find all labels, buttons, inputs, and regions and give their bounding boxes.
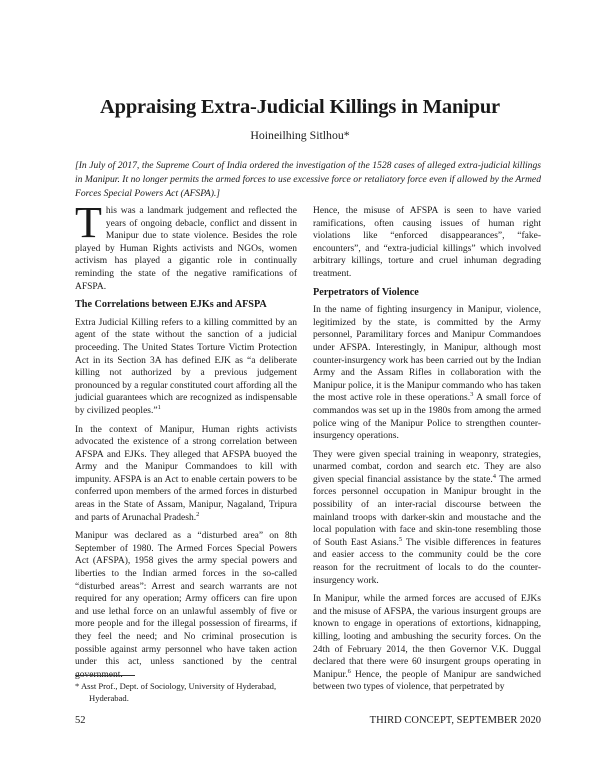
paragraph-text: Hence, the people of Manipur are sandwiched between two types of violence, that perpetrated by [313,669,541,693]
footnote-ref: 2 [196,510,200,518]
section-heading-correlations: The Correlations between EJKs and AFSPA [75,299,267,311]
journal-footer: THIRD CONCEPT, SEPTEMBER 2020 [369,715,541,726]
paragraph [313,205,541,281]
footnote-ref: 5 [398,535,403,543]
paragraph-text: In the name of fighting insurgency in Manipur, violence, legitimized by the state, is committed by the Army personnel, Paramilitary forces and Manipur Commandoes under AFSPA. Interestingly, in Manipur, although most counter-insurgency work has been carried out by the Indian Army and the Assam Rifles in collaboration with the Manipur police, it is the Manipur commando who has taken the most active role in these operations. [313,305,541,404]
right-column [313,205,541,700]
paragraph [313,449,541,588]
paragraph-text: Extra Judicial Killing refers to a killing committed by an agent of the state without the sanction of a judicial proceeding. The United States Torture Victim Protection Act in its Section 3A has defined EJK as “a deliberate killing not authorized by a previous judgement pronounced by a regular constituted court affording all the judicial guarantees which are recognized as indispensable by civilized peoples.” [75,317,297,416]
article-title: Appraising Extra-Judicial Killings in Manipur [100,96,500,118]
paragraph [313,593,541,694]
paragraph-text: In Manipur, while the armed forces are accused of EJKs and the misuse of AFSPA, the various insurgent groups are known to engage in operations of extortions, kidnapping, killing, looting and ambushing the security forces. On the 24th of February 2014, the then Governor V.K. Duggal declared that there were 60 insurgent groups operating in Manipur. [313,594,541,680]
intro-paragraph [75,198,297,293]
paragraph-text: The visible differences in features and easier access to the community could be the core reason for the recruitment of locals to do the counter-insurgency work. [313,537,542,586]
footnote-ref: 4 [492,472,496,480]
footnote-ref: 1 [157,403,161,411]
paragraph [75,317,297,418]
intro-text: his was a landmark judgement and reflected the years of ongoing debacle, conflict and dissent in Manipur due to state violence. Besides the role played by Human Rights activists and NGOs, women activism has played a gigantic role in continually reminding the state of the negative ramifications of AFSPA. [75,206,297,292]
section-heading-perpetrators: Perpetrators of Violence [313,286,419,298]
drop-cap: T [75,198,102,247]
paragraph-text: They were given special training in weaponry, strategies, unarmed combat, cordon and search etc. They are also given special financial assistance by the state. [313,449,541,485]
author-footnote [75,681,297,704]
paragraph-text: In the context of Manipur, Human rights activists advocated the existence of a strong correlation between AFSPA and EJKs. They alleged that AFSPA buoyed the Army and the Manipur Commandoes to kill with impunity. AFSPA is an Act to enable certain powers to be conferred upon members of the armed forces in disturbed areas in the State of Assam, Manipur, Nagaland, Tripura and parts of Arunachal Pradesh. [75,424,297,523]
paragraph-text: Hence, the misuse of AFSPA is seen to have varied ramifications, often causing issues of human right violations like “enforced disappearances”, “fake-encounters”, and “extra-judicial killings” which involved arbitrary killings, torture and cruel inhuman degrading treatment. [313,206,541,279]
paragraph-text: The armed forces personnel occupation in Manipur brought in the possibility of an inter-racial discourse between the mainland troops with darker-skin and moustache and the local population with face and skin-tone resembling those of South East Asians. [313,474,541,548]
footnote-ref: 3 [470,391,474,399]
author-name: Hoineilhing Sitlhou* [250,128,350,142]
footnote-divider [75,675,135,676]
paragraph [75,424,297,525]
footnote-text: * Asst Prof., Dept. of Sociology, University of Hyderabad, Hyderabad. [75,681,277,703]
paragraph [313,304,541,443]
abstract: [In July of 2017, the Supreme Court of India ordered the investigation of the 1528 cases of alleged extra-judicial killings in Manipur. It no longer permits the armed forces to use excessive force or retaliatory force even if allowed by the Armed Forces Special Powers Act (AFSPA).] [75,160,541,199]
paragraph-text: A small force of commandos was set up in the 1980s from among the armed police wing of the Manipur Police to strengthen counter-insurgency operations. [313,393,541,442]
left-column [75,198,297,687]
paragraph-text: Manipur was declared as a “disturbed area” on 8th September of 1980. The Armed Forces Special Powers Act (AFSPA), 1958 gives the army special powers and liberties to the Indian armed forces in the so-called “disturbed areas”: Arrest and search warrants are not required for any operation; Army officers can fire upon and use lethal force on an unlawful assembly of five or more people and for the illegal possession of firearms, if they feel the need; and No criminal prosecution is possible against army personnel who have taken action under this act, unless sanctioned by the central government. [75,531,297,680]
footnote-ref: 6 [347,667,351,675]
paragraph [75,530,297,681]
page-number: 52 [75,715,86,726]
